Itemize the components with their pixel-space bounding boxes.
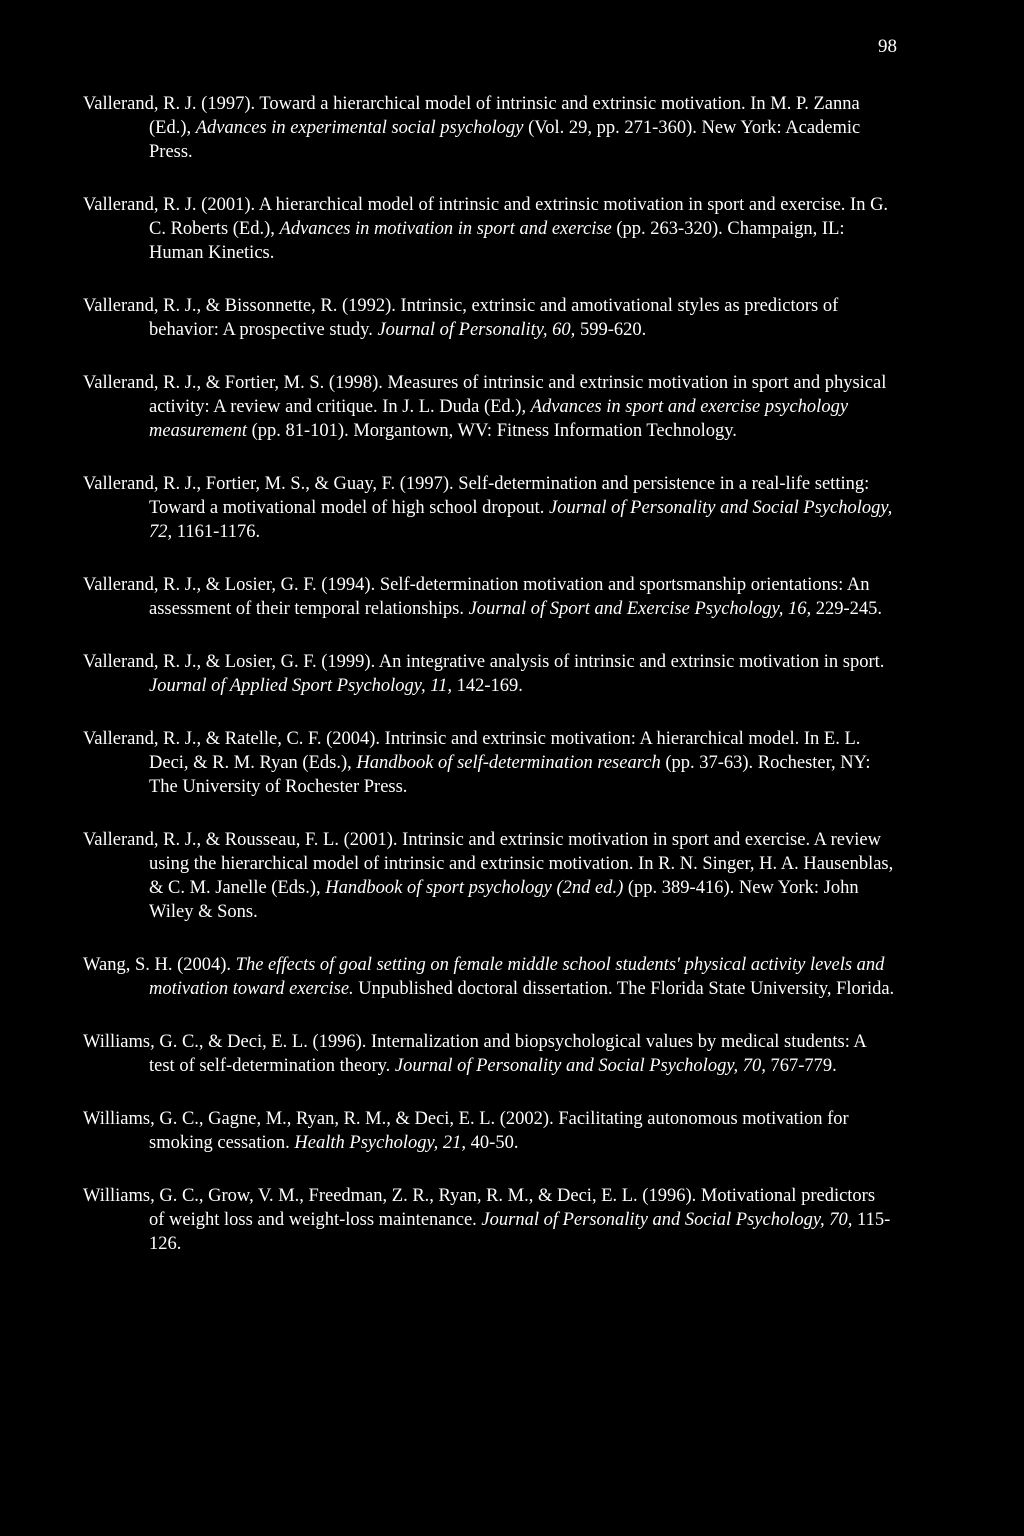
reference-text: Williams, G. C., Gagne, M., Ryan, R. M., & Deci, E. L. (2002). Facilitating autonomous motivation for smoking cessation.: [83, 1109, 849, 1153]
reference-entry: [83, 193, 895, 265]
reference-details: 767-779.: [765, 1056, 837, 1076]
reference-source-title: The effects of goal setting on female middle school students' physical activity levels and motivation toward exercise.: [149, 955, 885, 999]
reference-text: Vallerand, R. J. (1997). Toward a hierarchical model of intrinsic and extrinsic motivation. In M. P. Zanna (Ed.),: [83, 94, 860, 138]
reference-details: (pp. 389-416). New York: John Wiley & Sons.: [149, 878, 859, 922]
reference-entry: [83, 727, 895, 799]
reference-source-title: Journal of Personality, 60,: [377, 320, 576, 340]
reference-text: Vallerand, R. J., & Losier, G. F. (1999). An integrative analysis of intrinsic and extrinsic motivation in sport.: [83, 652, 885, 672]
reference-text: Williams, G. C., & Deci, E. L. (1996). Internalization and biopsychological values by medical students: A test of self-determination theory.: [83, 1032, 866, 1076]
reference-entry: [83, 1184, 895, 1256]
reference-details: (Vol. 29, pp. 271-360). New York: Academic Press.: [149, 118, 861, 162]
reference-details: 40-50.: [466, 1133, 519, 1153]
reference-entry: [83, 472, 895, 544]
reference-source-title: Handbook of self-determination research: [356, 753, 661, 773]
reference-text: Wang, S. H. (2004).: [83, 955, 236, 975]
reference-text: Vallerand, R. J., & Fortier, M. S. (1998). Measures of intrinsic and extrinsic motivation in sport and physical activity: A review and critique. In J. L. Duda (Ed.),: [83, 373, 887, 417]
reference-text: Vallerand, R. J., & Bissonnette, R. (1992). Intrinsic, extrinsic and amotivational styles as predictors of behavior: A prospective study.: [83, 296, 839, 340]
reference-details: 1161-1176.: [172, 522, 261, 542]
reference-details: 115-126.: [149, 1210, 891, 1254]
reference-entry: [83, 294, 895, 342]
reference-source-title: Journal of Applied Sport Psychology, 11,: [149, 676, 452, 696]
reference-source-title: Journal of Personality and Social Psychology, 70,: [481, 1210, 853, 1230]
reference-source-title: Journal of Personality and Social Psychology, 72,: [149, 498, 893, 542]
reference-source-title: Journal of Sport and Exercise Psychology, 16,: [468, 599, 812, 619]
reference-text: Vallerand, R. J., Fortier, M. S., & Guay, F. (1997). Self-determination and persistence in a real-life setting: Toward a motivational model of high school dropout.: [83, 474, 870, 518]
reference-entry: [83, 92, 895, 164]
reference-entry: [83, 573, 895, 621]
reference-source-title: Advances in sport and exercise psychology measurement: [149, 397, 849, 441]
reference-details: (pp. 263-320). Champaign, IL: Human Kinetics.: [149, 219, 845, 263]
reference-text: Vallerand, R. J., & Rousseau, F. L. (2001). Intrinsic and extrinsic motivation in sport and exercise. A review using the hierarchical model of intrinsic and extrinsic motivation. In R. N. Singer, H. A. Hausenblas, & C. M. Janelle (Eds.),: [83, 830, 894, 898]
reference-text: Vallerand, R. J., & Ratelle, C. F. (2004). Intrinsic and extrinsic motivation: A hierarchical model. In E. L. Deci, & R. M. Ryan (Eds.),: [83, 729, 861, 773]
reference-entry: [83, 1030, 895, 1078]
reference-details: (pp. 37-63). Rochester, NY: The University of Rochester Press.: [149, 753, 871, 797]
reference-entry: [83, 650, 895, 698]
reference-details: 599-620.: [575, 320, 647, 340]
reference-entry: [83, 1107, 895, 1155]
reference-text: Williams, G. C., Grow, V. M., Freedman, Z. R., Ryan, R. M., & Deci, E. L. (1996). Motivational predictors of weight loss and weight-loss maintenance.: [83, 1186, 876, 1230]
reference-entry: [83, 828, 895, 924]
reference-source-title: Handbook of sport psychology (2nd ed.): [325, 878, 624, 898]
reference-details: 229-245.: [811, 599, 883, 619]
page-number: 98: [878, 36, 897, 57]
reference-source-title: Health Psychology, 21,: [294, 1133, 467, 1153]
reference-text: Vallerand, R. J. (2001). A hierarchical model of intrinsic and extrinsic motivation in sport and exercise. In G. C. Roberts (Ed.),: [83, 195, 889, 239]
reference-source-title: Journal of Personality and Social Psychology, 70,: [394, 1056, 766, 1076]
reference-details: Unpublished doctoral dissertation. The Florida State University, Florida.: [353, 979, 895, 999]
reference-details: (pp. 81-101). Morgantown, WV: Fitness Information Technology.: [246, 421, 737, 441]
reference-source-title: Advances in experimental social psychology: [195, 118, 524, 138]
reference-details: 142-169.: [452, 676, 523, 696]
reference-entry: [83, 371, 895, 443]
reference-text: Vallerand, R. J., & Losier, G. F. (1994). Self-determination motivation and sportsmanship orientations: An assessment of their temporal relationships.: [83, 575, 870, 619]
reference-entry: [83, 953, 895, 1001]
reference-source-title: Advances in motivation in sport and exercise: [279, 219, 612, 239]
reference-list: [83, 92, 895, 1285]
